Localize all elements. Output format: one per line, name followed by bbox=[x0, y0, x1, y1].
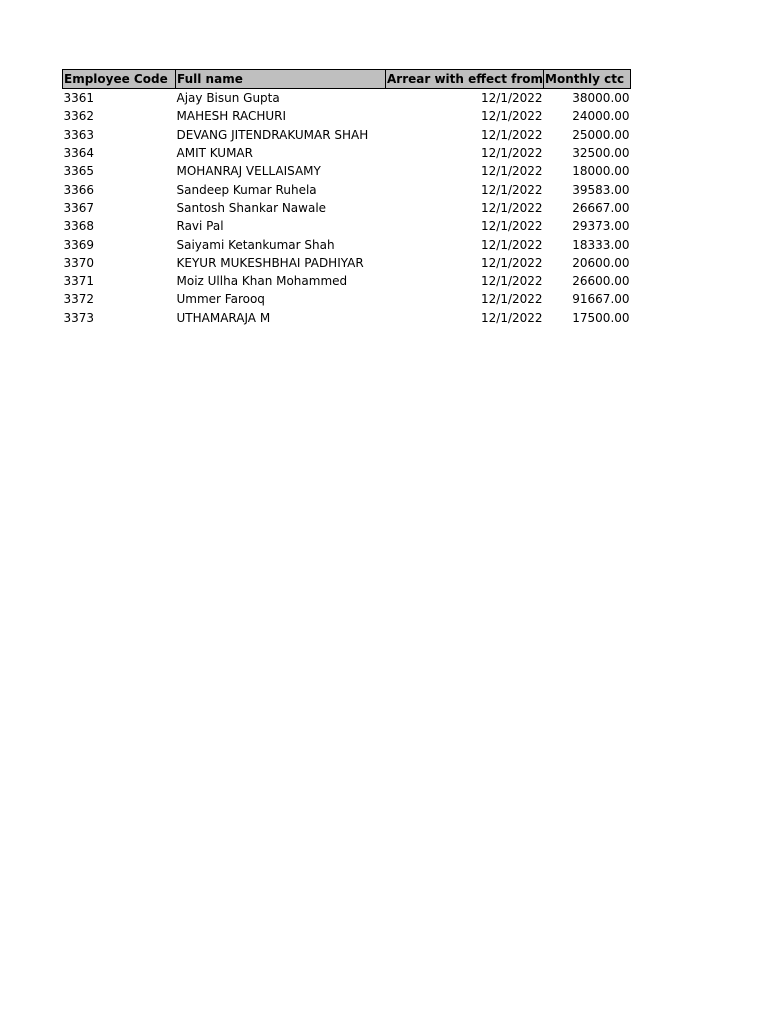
table-row bbox=[63, 89, 631, 108]
cell-full-name: Santosh Shankar Nawale bbox=[176, 200, 327, 215]
table-row bbox=[63, 144, 631, 162]
cell-employee-code: 3369 bbox=[63, 237, 95, 252]
cell-monthly-ctc: 39583.00 bbox=[572, 182, 630, 197]
cell-monthly-ctc: 26667.00 bbox=[572, 200, 630, 215]
table-row bbox=[63, 199, 631, 217]
cell-arrear-date: 12/1/2022 bbox=[481, 91, 543, 106]
table-row bbox=[63, 309, 631, 327]
cell-monthly-ctc: 18333.00 bbox=[572, 237, 630, 252]
cell-arrear-date: 12/1/2022 bbox=[481, 164, 543, 179]
cell-arrear-date: 12/1/2022 bbox=[481, 146, 543, 161]
cell-arrear-date: 12/1/2022 bbox=[481, 182, 543, 197]
table-row bbox=[63, 180, 631, 198]
employee-arrear-table bbox=[62, 69, 631, 327]
cell-employee-code: 3371 bbox=[63, 274, 95, 289]
cell-full-name: DEVANG JITENDRAKUMAR SHAH bbox=[176, 127, 369, 142]
cell-employee-code: 3367 bbox=[63, 200, 95, 215]
cell-employee-code: 3368 bbox=[63, 219, 95, 234]
header-employee-code: Employee Code bbox=[63, 70, 176, 89]
cell-employee-code: 3362 bbox=[63, 109, 95, 124]
cell-employee-code: 3373 bbox=[63, 310, 95, 325]
cell-employee-code: 3365 bbox=[63, 164, 95, 179]
header-arrear-date: Arrear with effect from bbox=[386, 70, 544, 89]
cell-arrear-date: 12/1/2022 bbox=[481, 274, 543, 289]
table-row bbox=[63, 272, 631, 290]
cell-employee-code: 3370 bbox=[63, 255, 95, 270]
cell-arrear-date: 12/1/2022 bbox=[481, 219, 543, 234]
table-header bbox=[63, 70, 631, 89]
cell-employee-code: 3372 bbox=[63, 292, 95, 307]
cell-arrear-date: 12/1/2022 bbox=[481, 109, 543, 124]
cell-employee-code: 3363 bbox=[63, 127, 95, 142]
header-monthly-ctc: Monthly ctc bbox=[544, 70, 631, 89]
cell-employee-code: 3361 bbox=[63, 91, 95, 106]
cell-full-name: MOHANRAJ VELLAISAMY bbox=[176, 164, 321, 179]
cell-monthly-ctc: 17500.00 bbox=[572, 310, 630, 325]
cell-arrear-date: 12/1/2022 bbox=[481, 292, 543, 307]
table-row bbox=[63, 162, 631, 180]
cell-monthly-ctc: 24000.00 bbox=[572, 109, 630, 124]
cell-arrear-date: 12/1/2022 bbox=[481, 127, 543, 142]
cell-full-name: Ravi Pal bbox=[176, 219, 224, 234]
cell-full-name: MAHESH RACHURI bbox=[176, 109, 287, 124]
cell-full-name: AMIT KUMAR bbox=[176, 146, 253, 161]
cell-full-name: Saiyami Ketankumar Shah bbox=[176, 237, 335, 252]
cell-full-name: Sandeep Kumar Ruhela bbox=[176, 182, 317, 197]
table-row bbox=[63, 254, 631, 272]
cell-full-name: KEYUR MUKESHBHAI PADHIYAR bbox=[176, 255, 364, 270]
cell-arrear-date: 12/1/2022 bbox=[481, 200, 543, 215]
table-row bbox=[63, 217, 631, 235]
cell-full-name: Moiz Ullha Khan Mohammed bbox=[176, 274, 348, 289]
cell-monthly-ctc: 29373.00 bbox=[572, 219, 630, 234]
cell-arrear-date: 12/1/2022 bbox=[481, 255, 543, 270]
cell-monthly-ctc: 18000.00 bbox=[572, 164, 630, 179]
cell-monthly-ctc: 20600.00 bbox=[572, 255, 630, 270]
table-row bbox=[63, 235, 631, 253]
header-full-name: Full name bbox=[176, 70, 386, 89]
header-row bbox=[63, 70, 631, 89]
cell-employee-code: 3364 bbox=[63, 146, 95, 161]
cell-full-name: Ummer Farooq bbox=[176, 292, 265, 307]
cell-arrear-date: 12/1/2022 bbox=[481, 310, 543, 325]
cell-full-name: Ajay Bisun Gupta bbox=[176, 91, 280, 106]
table-body bbox=[63, 89, 631, 327]
cell-employee-code: 3366 bbox=[63, 182, 95, 197]
cell-monthly-ctc: 38000.00 bbox=[572, 91, 630, 106]
cell-monthly-ctc: 32500.00 bbox=[572, 146, 630, 161]
cell-monthly-ctc: 26600.00 bbox=[572, 274, 630, 289]
cell-arrear-date: 12/1/2022 bbox=[481, 237, 543, 252]
cell-monthly-ctc: 25000.00 bbox=[572, 127, 630, 142]
cell-full-name: UTHAMARAJA M bbox=[176, 310, 271, 325]
cell-monthly-ctc: 91667.00 bbox=[572, 292, 630, 307]
table-row bbox=[63, 126, 631, 144]
table-row bbox=[63, 107, 631, 125]
table-row bbox=[63, 290, 631, 308]
